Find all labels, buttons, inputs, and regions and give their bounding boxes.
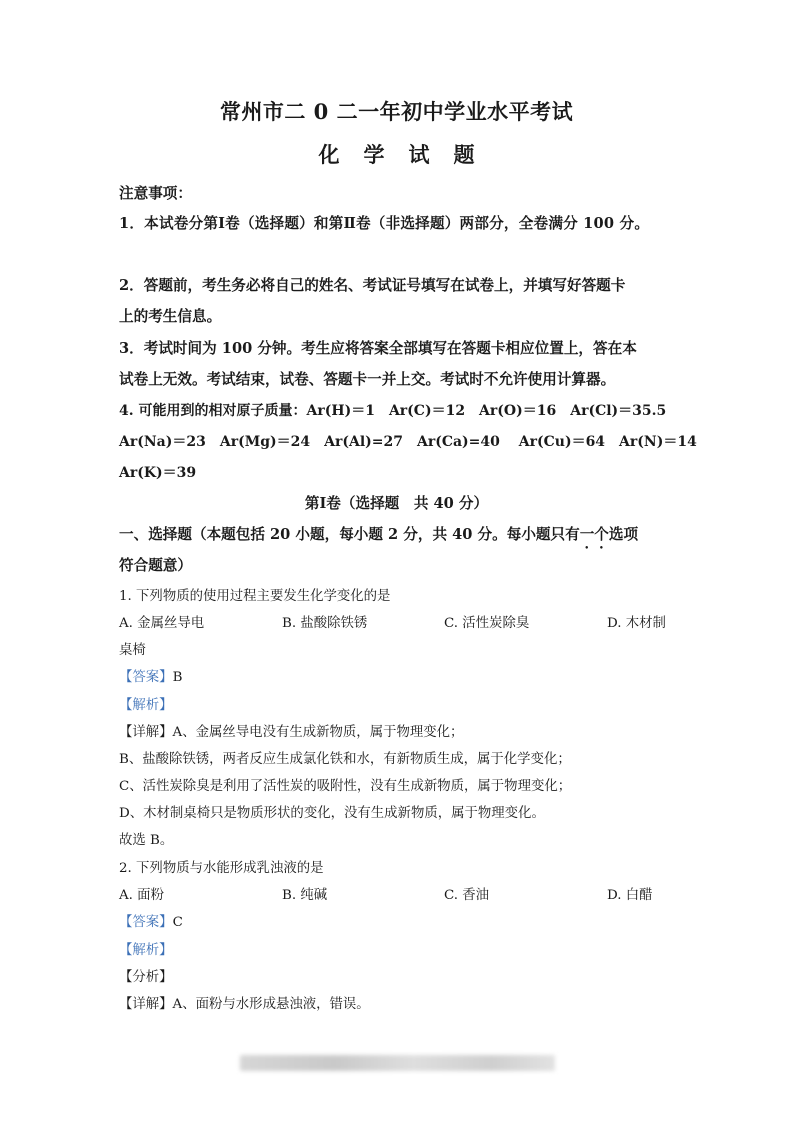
question-2-answer: [119, 911, 689, 930]
note-item-4-line-1: 4. 可能用到的相对原子质量：Ar(H)＝1 Ar(C)＝12 Ar(O)＝16 Ar(Cl)＝35.5: [119, 403, 667, 419]
question-2-option-c: C. 香油: [444, 888, 490, 903]
question-2-stem: 2. 下列物质与水能形成乳浊液的是: [119, 861, 324, 876]
note-item-3-line-1: 3．考试时间为 100 分钟。考生应将答案全部填写在答题卡相应位置上，答在本: [119, 340, 637, 357]
question-2-option-b: B. 纯碱: [282, 888, 328, 903]
note-item-4-line-3: Ar(K)＝39: [119, 465, 197, 481]
question-2-option-d: D. 白醋: [607, 888, 653, 903]
answer-value: C: [172, 915, 183, 930]
note-item-3-line-2: 试卷上无效。考试结束，试卷、答题卡一并上交。考试时不允许使用计算器。: [119, 371, 616, 388]
question-1-stem: 1. 下列物质的使用过程主要发生化学变化的是: [119, 589, 391, 604]
question-1-option-c: C. 活性炭除臭: [444, 616, 530, 631]
emphasized-text: 一个: [579, 526, 609, 543]
question-1-analysis-label: 【解析】: [119, 698, 173, 713]
answer-value: B: [172, 670, 183, 685]
question-1-detail-line-2: B、盐酸除铁锈，两者反应生成氯化铁和水，有新物质生成，属于化学变化；: [119, 752, 571, 767]
exam-title: 常州市二 0 二一年初中学业水平考试: [219, 99, 574, 124]
section-heading-line-1: [119, 523, 689, 552]
note-item-1: 1．本试卷分第Ⅰ卷（选择题）和第Ⅱ卷（非选择题）两部分，全卷满分 100 分。: [119, 215, 650, 232]
question-1-option-b: B. 盐酸除铁锈: [282, 616, 368, 631]
question-2-fenxi-label: 【分析】: [119, 970, 173, 985]
question-2-analysis-label: 【解析】: [119, 943, 173, 958]
answer-label: 【答案】: [119, 670, 173, 685]
question-1-detail-line-4: D、木材制桌椅只是物质形状的变化，没有生成新物质，属于物理变化。: [119, 806, 545, 821]
notes-heading: 注意事项：: [119, 185, 192, 202]
answer-label: 【答案】: [119, 915, 173, 930]
question-1-answer: [119, 666, 689, 685]
question-2-option-a: A. 面粉: [119, 888, 164, 903]
question-1-conclusion: 故选 B。: [119, 833, 174, 848]
note-item-2-line-1: 2．答题前，考生务必将自己的姓名、考试证号填写在试卷上，并填写好答题卡: [119, 277, 626, 294]
question-1-option-a: A. 金属丝导电: [119, 616, 205, 631]
note-item-4-line-2: Ar(Na)＝23 Ar(Mg)＝24 Ar(Al)=27 Ar(Ca)=40 Ar(Cu)＝64 Ar(N)＝14: [119, 434, 697, 450]
question-1-option-d-wrap: 桌椅: [119, 643, 146, 658]
question-2-detail-line-1: 【详解】A、面粉与水形成悬浊液，错误。: [119, 997, 370, 1012]
question-1-detail-line-1: 【详解】A、金属丝导电没有生成新物质，属于物理变化；: [119, 725, 464, 740]
note-item-2-line-2: 上的考生信息。: [119, 308, 222, 325]
section-title: 第Ⅰ卷（选择题 共 40 分）: [304, 495, 489, 512]
section-heading-suffix: 选项: [608, 526, 639, 543]
question-1-option-d: D. 木材制: [607, 616, 666, 631]
blurred-footer-watermark: [240, 1055, 555, 1071]
section-heading-text: 一、选择题（本题包括 20 小题，每小题 2 分，共 40 分。每小题只有: [119, 526, 580, 543]
exam-subject-title: 化学试题: [318, 142, 499, 167]
question-1-detail-line-3: C、活性炭除臭是利用了活性炭的吸附性，没有生成新物质，属于物理变化；: [119, 779, 572, 794]
section-heading-line-2: 符合题意）: [119, 557, 192, 574]
